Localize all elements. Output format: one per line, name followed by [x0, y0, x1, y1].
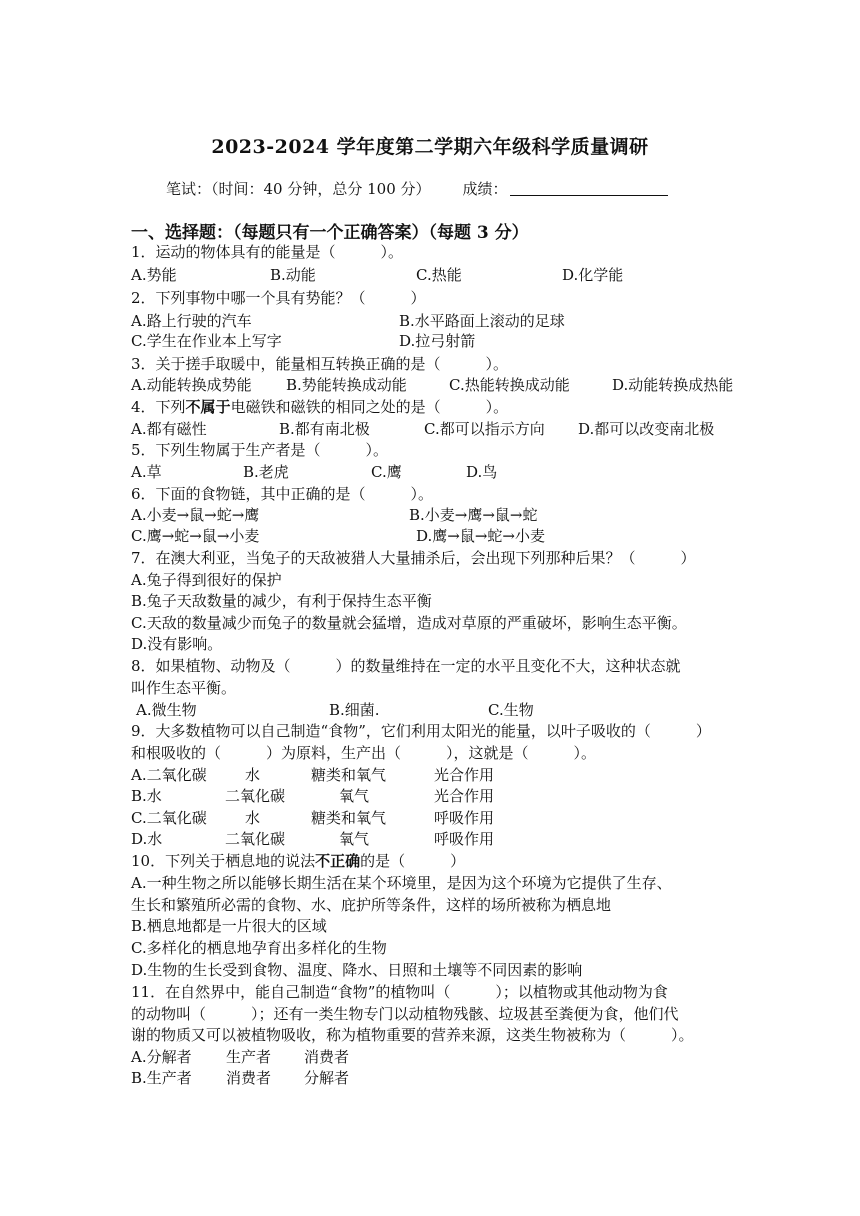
q9-option-d: [131, 829, 771, 849]
q10-stem: [131, 851, 465, 871]
q3-option-b: B.势能转换成动能: [286, 376, 407, 394]
q11-a-col2: 生产者: [226, 1048, 272, 1066]
q2-option-c: C.学生在作业本上写字: [131, 332, 282, 350]
q8-stem-line1: 8．如果植物、动物及（ ）的数量维持在一定的水平且变化不大，这种状态就: [131, 657, 681, 675]
q7-option-c: C.天敌的数量减少而兔子的数量就会猛增，造成对草原的严重破坏，影响生态平衡。: [131, 614, 687, 632]
q9-stem-line2: 和根吸收的（ ）为原料，生产出（ ），这就是（ ）。: [131, 744, 597, 762]
q4-stem-post: 电磁铁和磁铁的相同之处的是（ ）。: [230, 398, 509, 416]
q8-stem-line2: 叫作生态平衡。: [131, 679, 237, 697]
q6-option-a: A.小麦→鼠→蛇→鹰: [131, 506, 260, 524]
q11-option-a: [131, 1047, 771, 1067]
q5-option-a: A.草: [131, 463, 162, 481]
q2-option-d: D.拉弓射箭: [399, 332, 476, 350]
q5-stem: 5．下列生物属于生产者是（ ）。: [131, 441, 389, 459]
q10-option-d: D.生物的生长受到食物、温度、降水、日照和土壤等不同因素的影响: [131, 961, 583, 979]
q8-option-b: B.细菌.: [329, 701, 380, 719]
q9-a-col4: 光合作用: [434, 766, 495, 784]
q9-b-col3: 氧气: [339, 787, 370, 805]
q1-stem: 1．运动的物体具有的能量是（ ）。: [131, 243, 404, 261]
q2-option-a: A.路上行驶的汽车: [131, 312, 252, 330]
q9-b-col2: 二氧化碳: [225, 787, 286, 805]
q11-b-col1: B.生产者: [131, 1069, 192, 1087]
q10-stem-emphasis: 不正确: [315, 852, 361, 870]
q4-stem: [131, 397, 508, 417]
exam-info: 笔试：（时间：40 分钟，总分 100 分）: [166, 180, 431, 198]
q1-option-c: C.热能: [416, 266, 462, 284]
q8-option-a: A.微生物: [136, 701, 197, 719]
q11-stem-line3: 谢的物质又可以被植物吸收，称为植物重要的营养来源，这类生物被称为（ ）。: [131, 1026, 694, 1044]
q8-options: [131, 700, 771, 720]
q4-option-c: C.都可以指示方向: [424, 420, 545, 438]
q4-option-a: A.都有磁性: [131, 420, 207, 438]
q6-options-cd: [131, 526, 771, 546]
q6-option-c: C.鹰→蛇→鼠→小麦: [131, 527, 260, 545]
q9-b-col4: 光合作用: [434, 787, 495, 805]
q1-option-d: D.化学能: [562, 266, 624, 284]
q9-d-col1: D.水: [131, 830, 163, 848]
q9-c-col3: 糖类和氧气: [311, 809, 387, 827]
q2-options-cd: [131, 331, 771, 351]
q6-stem: 6．下面的食物链，其中正确的是（ ）。: [131, 485, 434, 503]
q11-stem-line2: 的动物叫（ ）；还有一类生物专门以动植物残骸、垃圾甚至粪便为食，他们代: [131, 1005, 679, 1023]
q1-options: [131, 265, 771, 285]
q9-c-col4: 呼吸作用: [434, 809, 495, 827]
q7-option-b: B.兔子天敌数量的减少，有利于保持生态平衡: [131, 592, 432, 610]
q4-options: [131, 419, 831, 439]
q9-option-c: [131, 808, 771, 828]
q9-stem-line1: 9．大多数植物可以自己制造“食物”，它们利用太阳光的能量，以叶子吸收的（ ）: [131, 722, 711, 740]
q8-option-c: C.生物: [488, 701, 534, 719]
score-label: 成绩：: [462, 180, 508, 198]
q9-d-col2: 二氧化碳: [225, 830, 286, 848]
q7-option-a: A.兔子得到很好的保护: [131, 571, 282, 589]
q1-option-a: A.势能: [131, 266, 177, 284]
q10-stem-pre: 10．下列关于栖息地的说法: [131, 852, 316, 870]
q9-b-col1: B.水: [131, 787, 162, 805]
q9-d-col3: 氧气: [339, 830, 370, 848]
q11-b-col2: 消费者: [226, 1069, 272, 1087]
q9-a-col2: 水: [245, 766, 261, 784]
q2-stem: 2．下列事物中哪一个具有势能？（ ）: [131, 289, 426, 307]
q3-options: [131, 375, 831, 395]
q3-stem: 3．关于搓手取暖中，能量相互转换正确的是（ ）。: [131, 355, 509, 373]
q3-option-a: A.动能转换成势能: [131, 376, 252, 394]
q4-stem-emphasis: 不属于: [185, 398, 231, 416]
q4-option-d: D.都可以改变南北极: [578, 420, 715, 438]
q9-a-col3: 糖类和氧气: [311, 766, 387, 784]
q6-options-ab: [131, 505, 771, 525]
q6-option-d: D.鹰→鼠→蛇→小麦: [416, 527, 545, 545]
q1-option-b: B.动能: [270, 266, 316, 284]
q2-options-ab: [131, 311, 771, 331]
q9-a-col1: A.二氧化碳: [131, 766, 207, 784]
q9-c-col2: 水: [245, 809, 261, 827]
q7-stem: 7．在澳大利亚，当兔子的天敌被猎人大量捕杀后，会出现下列那种后果？（ ）: [131, 549, 696, 567]
q11-a-col1: A.分解者: [131, 1048, 192, 1066]
q11-b-col3: 分解者: [304, 1069, 350, 1087]
q5-option-d: D.鸟: [466, 463, 498, 481]
q5-options: [131, 462, 771, 482]
q3-option-c: C.热能转换成动能: [449, 376, 570, 394]
exam-info-line: [166, 178, 668, 199]
page-title: 2023-2024 学年度第二学期六年级科学质量调研: [211, 136, 649, 158]
q7-option-d: D.没有影响。: [131, 635, 223, 653]
q11-a-col3: 消费者: [304, 1048, 350, 1066]
score-blank: [510, 181, 668, 196]
q6-option-b: B.小麦→鹰→鼠→蛇: [409, 506, 538, 524]
section-heading: 一、选择题：（每题只有一个正确答案）（每题 3 分）: [131, 223, 529, 243]
q9-c-col1: C.二氧化碳: [131, 809, 207, 827]
q5-option-b: B.老虎: [243, 463, 289, 481]
q4-stem-pre: 4．下列: [131, 398, 186, 416]
q9-option-a: [131, 765, 771, 785]
q11-stem-line1: 11．在自然界中，能自己制造“食物”的植物叫（ ）；以植物或其他动物为食: [131, 983, 668, 1001]
q2-option-b: B.水平路面上滚动的足球: [399, 312, 565, 330]
q10-stem-post: 的是（ ）: [360, 852, 466, 870]
q11-option-b: [131, 1068, 771, 1088]
q10-option-a-line1: A.一种生物之所以能够长期生活在某个环境里，是因为这个环境为它提供了生存、: [131, 874, 672, 892]
q9-option-b: [131, 786, 771, 806]
q5-option-c: C.鹰: [371, 463, 402, 481]
q4-option-b: B.都有南北极: [279, 420, 370, 438]
q10-option-a-line2: 生长和繁殖所必需的食物、水、庇护所等条件，这样的场所被称为栖息地: [131, 896, 612, 914]
q9-d-col4: 呼吸作用: [434, 830, 495, 848]
q10-option-b: B.栖息地都是一片很大的区域: [131, 917, 327, 935]
q3-option-d: D.动能转换成热能: [612, 376, 734, 394]
q10-option-c: C.多样化的栖息地孕育出多样化的生物: [131, 939, 387, 957]
